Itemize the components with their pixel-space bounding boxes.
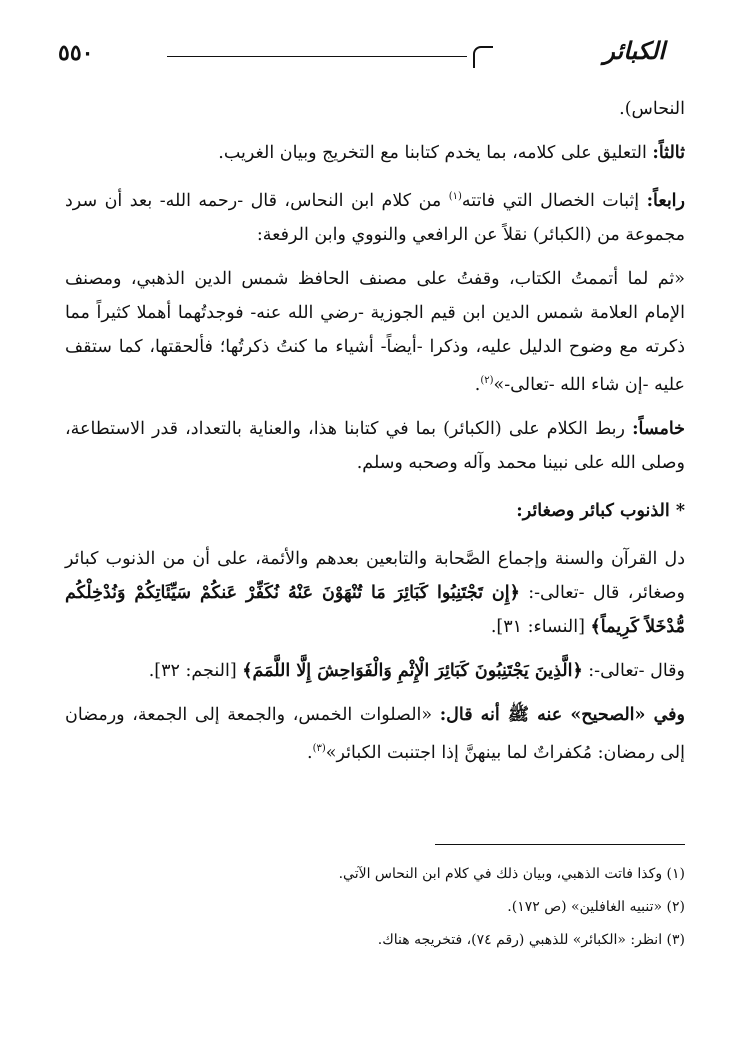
point-label-fourth: رابعاً: xyxy=(646,190,685,211)
header-rule xyxy=(167,56,467,57)
section-heading: * الذنوب كبائر وصغائر: xyxy=(516,500,685,521)
paragraph-fourth: رابعاً: إثبات الخصال التي فاتته$^{(١)}$ من كلام ابن النحاس، قال -رحمه الله- بعد أن سرد مجموعة من (الكبائر) نقلاً عن الرافعي والنووي وابن الرفعة: xyxy=(65,190,685,245)
paragraph-fifth: خامساً: ربط الكلام على (الكبائر) بما في كتابنا هذا، والعناية بالتعداد، قدر الاستطاعة، وصلى الله على نبينا محمد وآله وصحبه وسلم. xyxy=(65,418,685,473)
footnote-3: (٣) انظر: «الكبائر» للذهبي (رقم ٧٤)، فتخريجه هناك. xyxy=(377,932,685,948)
paragraph-hadith: وفي «الصحيح» عنه ﷺ أنه قال: «الصلوات الخمس، والجمعة إلى الجمعة، ورمضان إلى رمضان: مُكفراتٌ لما بينهنَّ إذا اجتنبت الكبائر»$^{(٣)}$. xyxy=(65,704,685,763)
header-ornament-icon xyxy=(473,46,493,68)
footnote-ref-3[interactable]: (٣) xyxy=(312,742,326,754)
paragraph-najm: وقال -تعالى-: ﴿الَّذِينَ يَجْتَنِبُونَ كَبَائِرَ الْإِثْمِ وَالْفَوَاحِشَ إِلَّا اللَّمَمَ﴾ [النجم: ٣٢]. xyxy=(148,660,685,681)
footnotes xyxy=(65,858,685,957)
quran-verse-nisa: ﴿إِن تَجْتَنِبُوا كَبَائِرَ مَا تُنْهَوْنَ عَنْهُ نُكَفِّرْ عَنكُمْ سَيِّئَاتِكُمْ وَنُدْخِلْكُم مُّدْخَلاً كَرِيماً﴾ xyxy=(65,582,685,637)
paragraph-continuation: النحاس). xyxy=(619,99,685,119)
footnote-ref-1[interactable]: (١) xyxy=(448,191,462,202)
page-number: ٥٥٠ xyxy=(58,40,94,66)
point-label-third: ثالثاً: xyxy=(652,143,685,163)
running-title: الكبائر xyxy=(603,36,665,65)
page-header xyxy=(40,34,685,74)
footnote-1: (١) وكذا فاتت الذهبي، وبيان ذلك في كلام ابن النحاس الآتي. xyxy=(338,866,685,882)
point-label-fifth: خامساً: xyxy=(632,418,685,439)
paragraph-third: ثالثاً: التعليق على كلامه، بما يخدم كتابنا مع التخريج وبيان الغريب. xyxy=(218,143,685,163)
footnote-ref-2[interactable]: (٢) xyxy=(480,374,494,386)
main-text xyxy=(65,92,685,779)
quran-verse-najm: ﴿الَّذِينَ يَجْتَنِبُونَ كَبَائِرَ الْإِثْمِ وَالْفَوَاحِشَ إِلَّا اللَّمَمَ﴾ xyxy=(242,660,583,681)
paragraph-evidence: دل القرآن والسنة وإجماع الصَّحابة والتابعين بعدهم والأئمة، على أن من الذنوب كبائر وصغائر، قال -تعالى-: ﴿إِن تَجْتَنِبُوا كَبَائِرَ مَا تُنْهَوْنَ عَنْهُ نُكَفِّرْ عَنكُمْ سَيِّئَاتِكُمْ وَنُدْخِلْكُم مُّدْخَلاً كَرِيماً﴾ [النساء: ٣١]. xyxy=(65,548,685,637)
footnote-2: (٢) «تنبيه الغافلين» (ص ١٧٢). xyxy=(507,899,685,915)
footnote-separator xyxy=(435,844,685,845)
quotation-paragraph: «ثم لما أتممتُ الكتاب، وقفتُ على مصنف الحافظ شمس الدين الذهبي، ومصنف الإمام العلامة شمس الدين ابن قيم الجوزية -رضي الله عنه- فوجدتُهما أهملا كثيراً مما ذكرته مع وضوح الدليل عليه، وذكرا -أيضاً- أشياء ما كنتُ ذكرتُها؛ فألحقتها، كما ستقف عليه -إن شاء الله -تعالى-»$^{(٢)}$. xyxy=(65,268,685,395)
